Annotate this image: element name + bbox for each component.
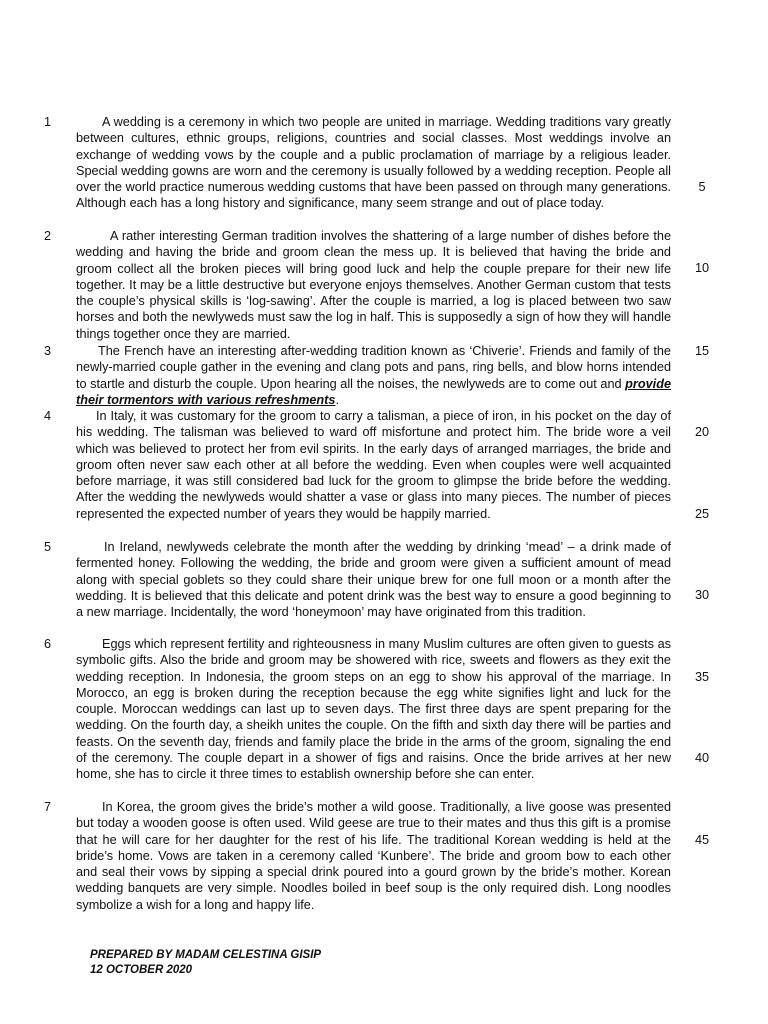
paragraph-number: 6 xyxy=(44,637,52,651)
line-number: 10 xyxy=(694,261,710,275)
footer-date: 12 OCTOBER 2020 xyxy=(90,964,193,976)
line-number: 40 xyxy=(694,751,710,765)
paragraph-text: Eggs which represent fertility and righteousness in many Muslim cultures are often given to guests as symbolic gifts. Also the bride and groom may be showered with rice, sweets and flowers as they exit the wedding reception. In Indonesia, the groom steps on an egg to show his approval of the marriage. In Morocco, an egg is broken during the reception because the egg white signifies light and luck for the couple. Moroccan weddings can last up to seven days. The first three days are spent preparing for the wedding. On the fourth day, a sheikh unites the couple. On the fifth and sixth day there will be parties and feasts. On the seventh day, friends and family place the bride in the arms of the groom, signaling the end of the ceremony. The couple depart in a shower of figs and raisins. Once the bride arrives at her new home, she has to circle it three times to establish ownership before she can enter. xyxy=(76,637,671,782)
paragraph-number: 1 xyxy=(44,115,52,129)
paragraph-3 xyxy=(76,343,671,408)
paragraph-number: 4 xyxy=(44,409,52,423)
line-number: 35 xyxy=(694,670,710,684)
line-number: 45 xyxy=(694,833,710,847)
paragraph-number: 3 xyxy=(44,344,52,358)
line-number: 15 xyxy=(694,344,710,358)
line-number: 25 xyxy=(694,507,710,521)
paragraph-number: 2 xyxy=(44,229,52,243)
paragraph-text: A wedding is a ceremony in which two people are united in marriage. Wedding traditions vary greatly between cultures, ethnic groups, religions, countries and social classes. Most weddings involve an exchange of wedding vows by the couple and a public proclamation of marriage by a religious leader. Special wedding gowns are worn and the ceremony is usually followed by a wedding reception. People all over the world practice numerous wedding customs that have been passed on through many generations. Although each has a long history and significance, many seem strange and out of place today. xyxy=(76,115,671,211)
paragraph-2 xyxy=(76,228,671,342)
paragraph-text: A rather interesting German tradition involves the shattering of a large number of dishes before the wedding and having the bride and groom clean the mess up. It is believed that having the bride and groom collect all the broken pieces will bring good luck and help the couple prepare for their new life together. It may be a little destructive but everyone enjoys themselves. Another German custom that tests the couple’s physical skills is ‘log-sawing’. After the couple is married, a log is placed between two saw horses and both the newlyweds must saw the log in half. This is supposedly a sign of how they will handle things together once they are married. xyxy=(76,229,671,341)
paragraph-number: 7 xyxy=(44,800,52,814)
paragraph-text: In Ireland, newlyweds celebrate the month after the wedding by drinking ‘mead’ – a drink made of fermented honey. Following the wedding, the bride and groom were given a sufficient amount of mead along with special goblets so they could share their unique brew for one full moon or a month after the wedding. It is believed that this delicate and potent drink was the best way to ensure a good beginning to a new marriage. Incidentally, the word ‘honeymoon’ may have originated from this tradition. xyxy=(76,540,671,620)
paragraph-6 xyxy=(76,636,671,783)
paragraph-text: In Korea, the groom gives the bride’s mother a wild goose. Traditionally, a live goose was presented but today a wooden goose is often used. Wild geese are true to their mates and thus this gift is a promise that he will care for her daughter for the rest of his life. The traditional Korean wedding is held at the bride’s home. Vows are taken in a ceremony called ‘Kunbere’. The bride and groom bow to each other and seal their vows by sipping a special drink poured into a gourd grown by the bride’s mother. Korean wedding banquets are very simple. Noodles boiled in beef soup is the only required dish. Long noodles symbolize a wish for a long and happy life. xyxy=(76,800,671,912)
line-number: 20 xyxy=(694,425,710,439)
paragraph-4 xyxy=(76,408,671,522)
line-number: 30 xyxy=(694,588,710,602)
line-number: 5 xyxy=(698,180,706,194)
paragraph-1 xyxy=(76,114,671,212)
emphasized-phrase: provide their tormentors with various refreshments xyxy=(76,376,671,407)
footer-prepared-by: PREPARED BY MADAM CELESTINA GISIP xyxy=(90,949,322,961)
paragraph-7 xyxy=(76,799,671,913)
paragraph-text-end: . xyxy=(335,392,339,407)
paragraph-5 xyxy=(76,539,671,620)
paragraph-number: 5 xyxy=(44,540,52,554)
paragraph-text: The French have an interesting after-wedding tradition known as ‘Chiverie’. Friends and family of the newly-married couple gather in the evening and clang pots and pans, ring bells, and blow horns intended to startle and disturb the couple. Upon hearing all the noises, the newlyweds are to come out and xyxy=(76,344,671,391)
paragraph-text: In Italy, it was customary for the groom to carry a talisman, a piece of iron, in his pocket on the day of his wedding. The talisman was believed to ward off misfortune and protect him. The bride wore a veil which was believed to protect her from evil spirits. In the early days of arranged marriages, the bride and groom often never saw each other at all before the wedding. Even when couples were well acquainted before marriage, it was still considered bad luck for the groom to glimpse the bride before the wedding. After the wedding the newlyweds would shatter a vase or glass into many pieces. The number of pieces represented the expected number of years they would be happily married. xyxy=(76,409,671,521)
